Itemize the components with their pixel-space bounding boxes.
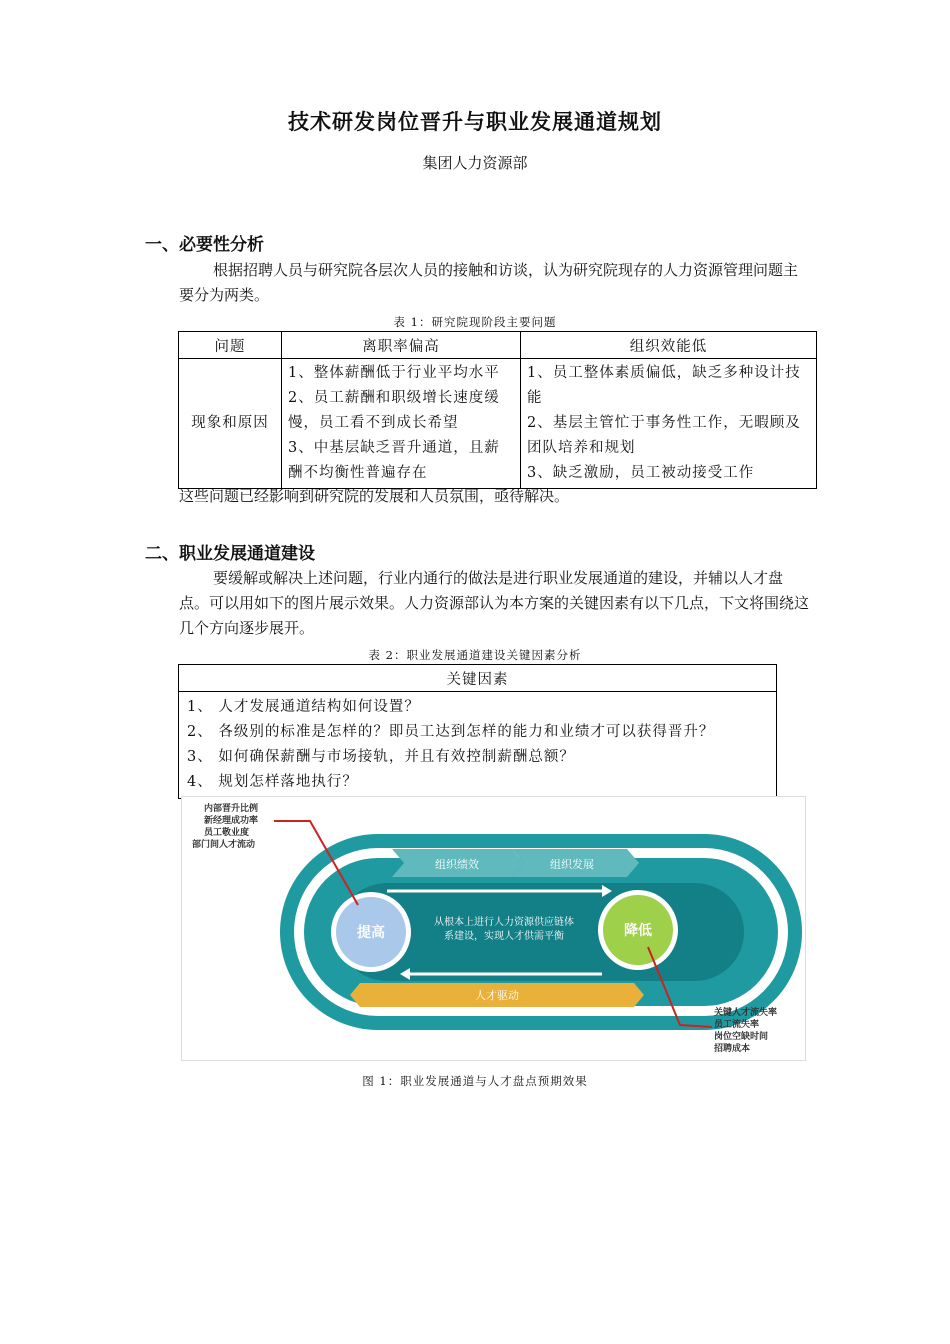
table1-row-label: 现象和原因 bbox=[179, 359, 282, 489]
list-item: 1、 人才发展通道结构如何设置？ bbox=[187, 699, 420, 715]
increase-label: 提高 bbox=[357, 925, 385, 941]
section1-intro: 根据招聘人员与研究院各层次人员的接触和访谈，认为研究院现存的人力资源管理问题主要分为两类。 bbox=[179, 261, 799, 304]
table2-items-cell bbox=[179, 692, 777, 799]
callout-tl-3: 员工敬业度 bbox=[204, 828, 250, 838]
center-text-line1: 从根本上进行人力资源供应链体 bbox=[434, 917, 574, 928]
list-item: 3、 如何确保薪酬与市场接轨，并且有效控制薪酬总额？ bbox=[187, 749, 575, 765]
banner-development-label: 组织发展 bbox=[550, 858, 594, 871]
section1-conclusion: 这些问题已经影响到研究院的发展和人员氛围，亟待解决。 bbox=[179, 487, 570, 505]
callout-tl-4: 部门间人才流动 bbox=[192, 840, 256, 850]
callout-br-1: 关键人才流失率 bbox=[714, 1008, 778, 1018]
section1-heading: 一、必要性分析 bbox=[145, 235, 264, 255]
table2-caption: 表 2：职业发展通道建设关键因素分析 bbox=[368, 648, 582, 662]
callout-br-3: 岗位空缺时间 bbox=[714, 1032, 769, 1042]
decrease-label: 降低 bbox=[624, 923, 652, 939]
section2-intro: 要缓解或解决上述问题，行业内通行的做法是进行职业发展通道的建设，并辅以人才盘点。可以用如下的图片展示效果。人力资源部认为本方案的关键因素有以下几点，下文将围绕这几个方向逐步展开。 bbox=[179, 569, 810, 637]
callout-br-4: 招聘成本 bbox=[714, 1044, 751, 1054]
list-item: 1、整体薪酬低于行业平均水平 bbox=[288, 365, 500, 381]
callout-tl-2: 新经理成功率 bbox=[204, 816, 259, 826]
banner-performance-label: 组织绩效 bbox=[435, 858, 479, 871]
table1-header-turnover: 离职率偏高 bbox=[282, 332, 521, 359]
table1-caption: 表 1：研究院现阶段主要问题 bbox=[393, 315, 557, 329]
table1-efficiency-cell bbox=[521, 359, 817, 489]
center-text-line2: 系建设，实现人才供需平衡 bbox=[444, 931, 564, 942]
table1-header-problem: 问题 bbox=[179, 332, 282, 359]
table1-header-efficiency: 组织效能低 bbox=[521, 332, 817, 359]
career-path-diagram bbox=[182, 797, 805, 1060]
list-item: 1、员工整体素质偏低，缺乏多种设计技能 bbox=[527, 365, 801, 406]
table2-header: 关键因素 bbox=[179, 665, 777, 692]
figure-caption: 图 1：职业发展通道与人才盘点预期效果 bbox=[362, 1074, 588, 1088]
list-item: 3、缺乏激励，员工被动接受工作 bbox=[527, 465, 755, 481]
list-item: 3、中基层缺乏晋升通道，且薪酬不均衡性普遍存在 bbox=[288, 440, 500, 481]
document-subtitle: 集团人力资源部 bbox=[422, 154, 528, 172]
list-item: 2、基层主管忙于事务性工作，无暇顾及团队培养和规划 bbox=[527, 415, 801, 456]
section2-heading: 二、职业发展通道建设 bbox=[145, 544, 315, 564]
problems-table bbox=[178, 331, 817, 489]
callout-tl-1: 内部晋升比例 bbox=[204, 804, 259, 814]
document-title: 技术研发岗位晋升与职业发展通道规划 bbox=[288, 109, 662, 134]
list-item: 2、 各级别的标准是怎样的？即员工达到怎样的能力和业绩才可以获得晋升？ bbox=[187, 724, 715, 740]
list-item: 2、员工薪酬和职级增长速度缓慢，员工看不到成长希望 bbox=[288, 390, 500, 431]
banner-talent-label: 人才驱动 bbox=[475, 989, 519, 1002]
table1-turnover-cell bbox=[282, 359, 521, 489]
key-factors-table bbox=[178, 664, 777, 799]
career-path-figure bbox=[181, 796, 806, 1061]
callout-br-2: 员工流失率 bbox=[714, 1020, 760, 1030]
list-item: 4、 规划怎样落地执行？ bbox=[187, 774, 358, 790]
